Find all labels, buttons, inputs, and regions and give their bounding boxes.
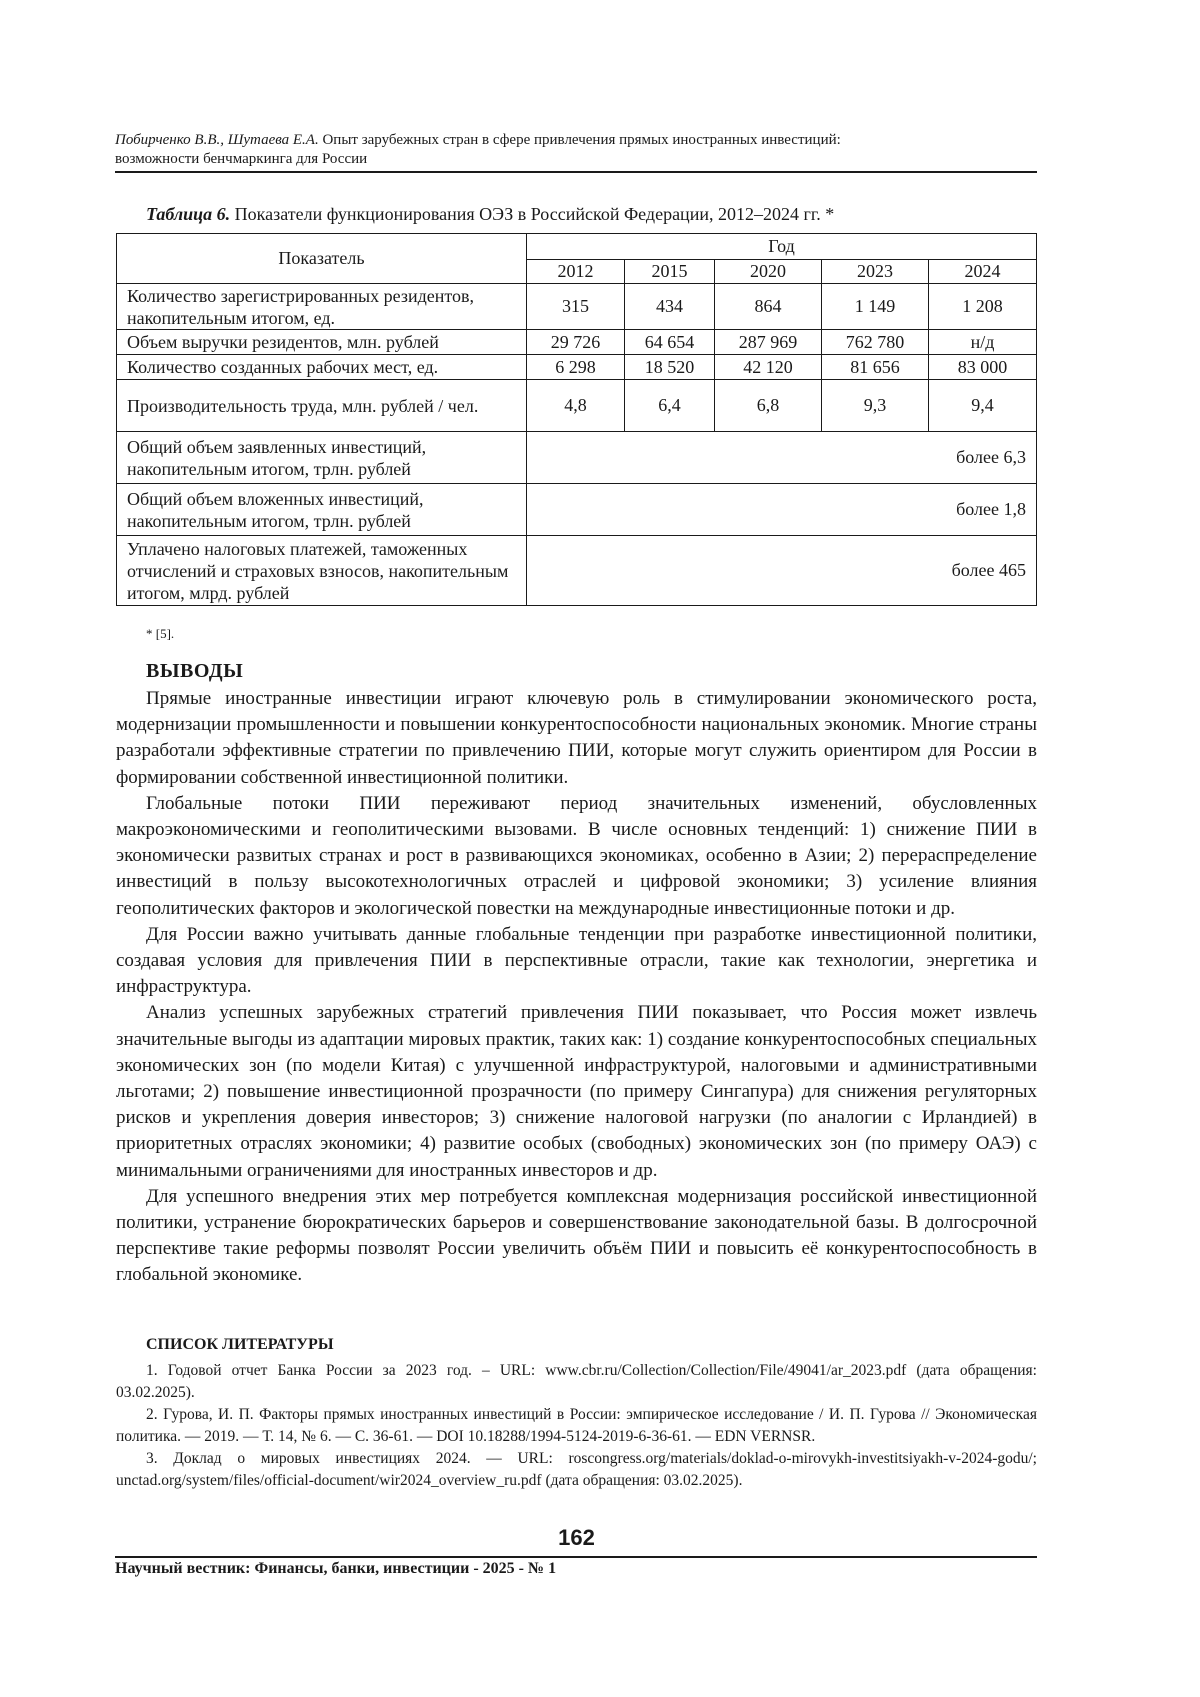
references-title: СПИСОК ЛИТЕРАТУРЫ xyxy=(146,1336,334,1353)
reference-item: 1. Годовой отчет Банка России за 2023 год. – URL: www.cbr.ru/Collection/Collection/File/49041/ar_2023.pdf (дата обращения: 03.02.2025). xyxy=(116,1362,1037,1401)
page-number: 162 xyxy=(558,1525,595,1550)
header-indicator: Показатель xyxy=(117,234,527,284)
cell-value: 9,4 xyxy=(929,380,1037,432)
year-header: 2023 xyxy=(822,260,929,284)
cell-value: 1 208 xyxy=(929,284,1037,330)
cell-value: 762 780 xyxy=(822,330,929,355)
cell-value: 18 520 xyxy=(625,355,715,380)
year-header: 2012 xyxy=(527,260,625,284)
reference-item: 3. Доклад о мировых инвестициях 2024. — URL: roscongress.org/materials/doklad-o-mirovykh-investitsiyakh-v-2024-godu/; unctad.org/system/files/official-document/wir2024_overview_ru.pdf (дата обращения: 03.02.2025). xyxy=(116,1450,1037,1489)
year-header: 2015 xyxy=(625,260,715,284)
header-title-continued: возможности бенчмаркинга для России xyxy=(115,151,368,167)
table-row xyxy=(117,536,1037,606)
running-header xyxy=(115,131,1037,173)
table-row xyxy=(117,432,1037,484)
paragraph: Для успешного внедрения этих мер потребуется комплексная модернизация российской инвестиционной политики, устранение бюрократических барьеров и совершенствование законодательной базы. В долгосрочной перспективе такие реформы позволят России увеличить объём ПИИ и повысить её конкурентоспособность в глобальной экономике. xyxy=(116,1185,1037,1286)
row-label: Общий объем вложенных инвестиций, накопительным итогом, трлн. рублей xyxy=(117,484,527,536)
cell-value: 81 656 xyxy=(822,355,929,380)
table-row xyxy=(117,355,1037,380)
row-label: Количество созданных рабочих мест, ед. xyxy=(117,355,527,380)
year-header: 2024 xyxy=(929,260,1037,284)
section-title: ВЫВОДЫ xyxy=(146,660,244,682)
cell-value: 1 149 xyxy=(822,284,929,330)
merged-cell-value: более 1,8 xyxy=(527,484,1037,536)
cell-value: н/д xyxy=(929,330,1037,355)
row-label: Объем выручки резидентов, млн. рублей xyxy=(117,330,527,355)
cell-value: 83 000 xyxy=(929,355,1037,380)
row-label: Уплачено налоговых платежей, таможенных отчислений и страховых взносов, накопительным итогом, млрд. рублей xyxy=(117,536,527,606)
references-list xyxy=(116,1360,1037,1492)
cell-value: 287 969 xyxy=(715,330,822,355)
table-footnote: * [5]. xyxy=(146,626,175,641)
running-footer: Научный вестник: Финансы, банки, инвестиции - 2025 - № 1 xyxy=(115,1556,1037,1578)
table-caption-text: Показатели функционирования ОЭЗ в Российской Федерации, 2012–2024 гг. * xyxy=(234,204,835,224)
paragraph: Анализ успешных зарубежных стратегий привлечения ПИИ показывает, что Россия может извлечь значительные выгоды из адаптации мировых практик, таких как: 1) создание конкурентоспособных специальных экономических зон (по модели Китая) с улучшенной инфраструктурой, налоговыми и административными льготами; 2) повышение инвестиционной прозрачности (по примеру Сингапура) для снижения регуляторных рисков и укрепления доверия инвесторов; 3) снижение налоговой нагрузки (по аналогии с Ирландией) в приоритетных отраслях экономики; 4) развитие особых (свободных) экономических зон (по примеру ОАЭ) с минимальными ограничениями для иностранных инвесторов и др. xyxy=(116,1002,1037,1181)
cell-value: 4,8 xyxy=(527,380,625,432)
merged-cell-value: более 6,3 xyxy=(527,432,1037,484)
cell-value: 29 726 xyxy=(527,330,625,355)
cell-value: 6 298 xyxy=(527,355,625,380)
table-caption xyxy=(146,204,1046,225)
cell-value: 315 xyxy=(527,284,625,330)
table-row xyxy=(117,330,1037,355)
cell-value: 42 120 xyxy=(715,355,822,380)
paragraph: Для России важно учитывать данные глобальные тенденции при разработке инвестиционной политики, создавая условия для привлечения ПИИ в перспективные отрасли, такие как технологии, энергетика и инфраструктура. xyxy=(116,923,1037,998)
year-header: 2020 xyxy=(715,260,822,284)
header-authors: Побирченко В.В., Шутаева Е.А. xyxy=(115,132,319,148)
cell-value: 64 654 xyxy=(625,330,715,355)
row-label: Количество зарегистрированных резидентов, накопительным итогом, ед. xyxy=(117,284,527,330)
table-row xyxy=(117,484,1037,536)
header-title: Опыт зарубежных стран в сфере привлечения прямых иностранных инвестиций: xyxy=(322,132,841,148)
table-row xyxy=(117,380,1037,432)
row-label: Общий объем заявленных инвестиций, накопительным итогом, трлн. рублей xyxy=(117,432,527,484)
merged-cell-value: более 465 xyxy=(527,536,1037,606)
cell-value: 864 xyxy=(715,284,822,330)
reference-item: 2. Гурова, И. П. Факторы прямых иностранных инвестиций в России: эмпирическое исследование / И. П. Гурова // Экономическая политика. — 2019. — Т. 14, № 6. — С. 36-61. — DOI 10.18288/1994-5124-2019-6-36-61. — EDN VERNSR. xyxy=(116,1406,1037,1445)
table-caption-label: Таблица 6. xyxy=(146,204,231,224)
cell-value: 6,8 xyxy=(715,380,822,432)
paragraph: Глобальные потоки ПИИ переживают период значительных изменений, обусловленных макроэкономическими и геополитическими вызовами. В числе основных тенденций: 1) снижение ПИИ в экономически развитых странах и рост в развивающихся экономиках, особенно в Азии; 2) перераспределение инвестиций в пользу высокотехнологичных отраслей и цифровой экономики; 3) усиление влияния геополитических факторов и экологической повестки на международные инвестиционные потоки и др. xyxy=(116,792,1037,919)
paragraph: Прямые иностранные инвестиции играют ключевую роль в стимулировании экономического роста, модернизации промышленности и повышении конкурентоспособности национальных экономик. Многие страны разработали эффективные стратегии по привлечению ПИИ, которые могут служить ориентиром для России в формировании собственной инвестиционной политики. xyxy=(116,688,1037,788)
cell-value: 6,4 xyxy=(625,380,715,432)
header-year: Год xyxy=(527,234,1037,260)
data-table xyxy=(116,233,1037,606)
table-row xyxy=(117,284,1037,330)
cell-value: 9,3 xyxy=(822,380,929,432)
row-label: Производительность труда, млн. рублей / чел. xyxy=(117,380,527,432)
cell-value: 434 xyxy=(625,284,715,330)
conclusions-body xyxy=(116,686,1037,1289)
